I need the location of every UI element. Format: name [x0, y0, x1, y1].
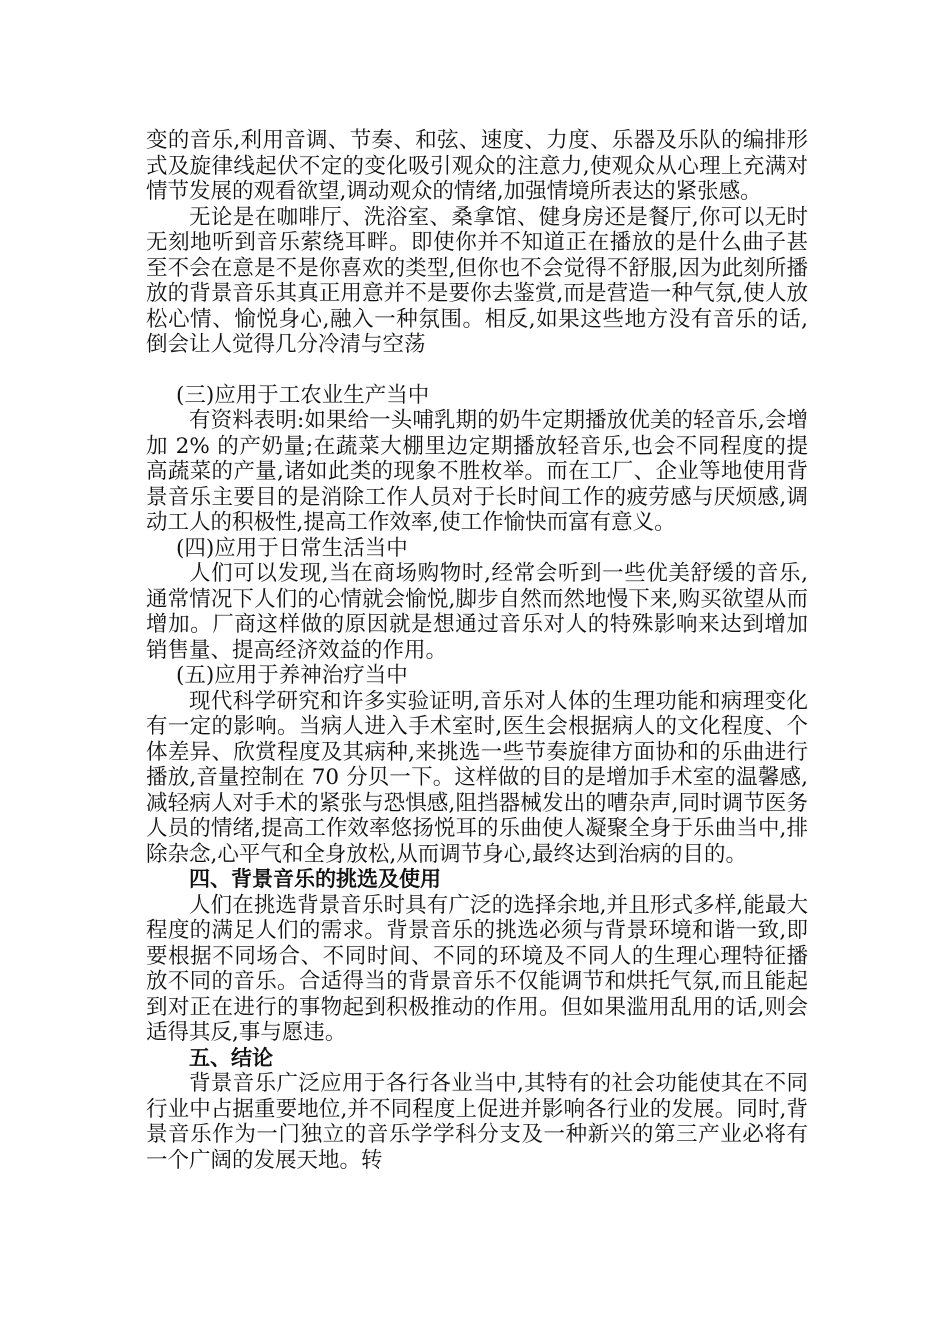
document-page	[146, 128, 808, 1173]
subheading-therapy: (五)应用于养神治疗当中	[176, 663, 408, 688]
section-heading-conclusion: 五、结论	[189, 1045, 273, 1070]
subheading-daily-life: (四)应用于日常生活当中	[176, 535, 408, 561]
paragraph-public-places: 无论是在咖啡厅、洗浴室、桑拿馆、健身房还是餐厅,你可以无时无刻地听到音乐萦绕耳畔。即使你并不知道正在播放的是什么曲子甚至不会在意是不是你喜欢的类型,但你也不会觉得不舒服,因为此刻所播放的背景音乐其真正用意并不是要你去鉴赏,而是营造一种气氛,使人放松心情、愉悦身心,融入一种氛围。相反,如果这些地方没有音乐的话,倒会让人觉得几分冷清与空荡	[146, 204, 808, 357]
paragraph-tension-music: 变的音乐,利用音调、节奏、和弦、速度、力度、乐器及乐队的编排形式及旋律线起伏不定的变化吸引观众的注意力,使观众从心理上充满对情节发展的观看欲望,调动观众的情绪,加强情境所表达的紧张感。	[146, 128, 808, 204]
paragraph-agriculture-industry: 有资料表明:如果给一头哺乳期的奶牛定期播放优美的轻音乐,会增加 2% 的产奶量;在蔬菜大棚里边定期播放轻音乐,也会不同程度的提高蔬菜的产量,诸如此类的现象不胜枚举。而在工厂、企业等地使用背景音乐主要目的是消除工作人员对于长时间工作的疲劳感与厌烦感,调动工人的积极性,提高工作效率,使工作愉快而富有意义。	[146, 408, 808, 535]
section-heading-selection: 四、背景音乐的挑选及使用	[189, 867, 441, 891]
blank-line	[146, 358, 808, 383]
paragraph-therapy: 现代科学研究和许多实验证明,音乐对人体的生理功能和病理变化有一定的影响。当病人进入手术室时,医生会根据病人的文化程度、个体差异、欣赏程度及其病种,来挑选一些节奏旋律方面协和的乐曲进行播放,音量控制在 70 分贝一下。这样做的目的是增加手术室的温馨感,减轻病人对手术的紧张与恐惧感,阻挡器械发出的嘈杂声,同时调节医务人员的情绪,提高工作效率悠扬悦耳的乐曲使人凝聚全身于乐曲当中,排除杂念,心平气和全身放松,从而调节身心,最终达到治病的目的。	[146, 688, 808, 867]
subheading-agriculture-industry: (三)应用于工农业生产当中	[176, 382, 430, 408]
paragraph-selection: 人们在挑选背景音乐时具有广泛的选择余地,并且形式多样,能最大程度的满足人们的需求。背景音乐的挑选必须与背景环境和谐一致,即要根据不同场合、不同时间、不同的环境及不同人的生理心理特征播放不同的音乐。合适得当的背景音乐不仅能调节和烘托气氛,而且能起到对正在进行的事物起到积极推动的作用。但如果滥用乱用的话,则会适得其反,事与愿违。	[146, 892, 808, 1045]
paragraph-conclusion: 背景音乐广泛应用于各行各业当中,其特有的社会功能使其在不同行业中占据重要地位,并不同程度上促进并影响各行业的发展。同时,背景音乐作为一门独立的音乐学学科分支及一种新兴的第三产业必将有一个广阔的发展天地。转	[146, 1071, 808, 1173]
paragraph-daily-life: 人们可以发现,当在商场购物时,经常会听到一些优美舒缓的音乐,通常情况下人们的心情就会愉悦,脚步自然而然地慢下来,购买欲望从而增加。厂商这样做的原因就是想通过音乐对人的特殊影响来达到增加销售量、提高经济效益的作用。	[146, 561, 808, 663]
